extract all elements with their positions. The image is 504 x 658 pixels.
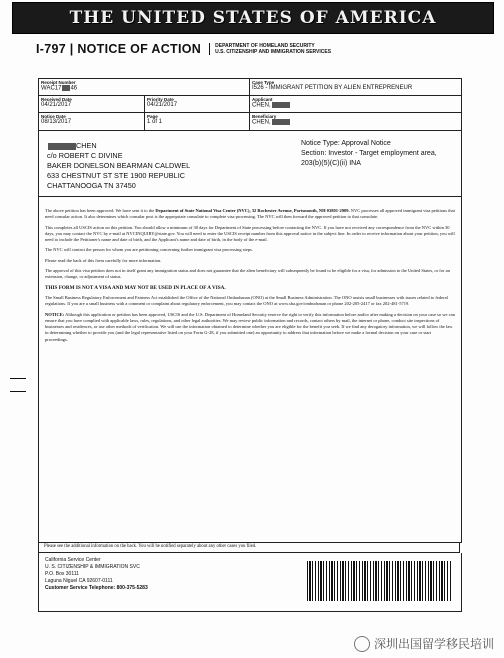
- page-value: 1 of 1: [147, 119, 163, 125]
- service-agency: U. S. CITIZENSHIP & IMMIGRATION SVC: [45, 564, 140, 570]
- service-center-address: [45, 557, 148, 592]
- priority-value: 04/21/2017: [147, 102, 178, 108]
- paragraph-8: NOTICE: Although this application or petition has been approved, USCIS and the U.S. Department of Homeland Security reserve the right to verify this information before and/or after making a decision on your case so we can ensure that you have complied with applicable laws, rules, regulations, and other legal authorities. We may review public information and records, contact others by mail, the internet or phone, conduct site inspections of businesses and residences, or use other methods of verification. We will use the information obtained to determine whether you are eligible for the benefit you seek. If we find any derogatory information, we will follow the law in determining whether to provide you (and the legal representative listed on your Form G-28, if you submitted one) an opportunity to address that information before we make a formal decision on your case or start proceedings.: [45, 311, 455, 342]
- notice-date-label: Notice Date: [41, 114, 66, 119]
- receipt-cell: [39, 79, 250, 96]
- address-line-4: 633 CHESTNUT ST STE 1900 REPUBLIC: [47, 171, 186, 180]
- footer-section: [38, 553, 462, 612]
- paragraph-1: The above petition has been approved. We have sent it to the Department of State National Visa Center (NVC), 32 Rochester Avenue, Portsmouth, NH 03801-2909. NVC processes all approved immigrant visa petitions that need consular action. It also determines which consular post is the appropriate consulate to complete visa processing. The NVC will then forward the approved petition to that consulate.: [45, 208, 455, 220]
- paragraph-7: The Small Business Regulatory Enforcement and Fairness Act established the Office of the National Ombudsman (ONO) at the Small Business Administration. The ONO assists small businesses with issues related to federal regulations. If you are a small business with a comment or complaint about regulatory enforcement, you may contact the ONO at www.sba.gov/ombudsman or phone 202-205-2417 or fax 202-481-5719.: [45, 294, 448, 307]
- beneficiary-label: Beneficiary: [252, 114, 277, 119]
- paragraph-5: The approval of this visa petition does not in itself grant any immigration status and does not guarantee that the alien beneficiary will subsequently be found to be eligible for a visa, for admission to the United States, or for an extension, change, or adjustment of status.: [45, 268, 450, 280]
- case-type-cell: [250, 79, 461, 96]
- priority-label: Priority Date: [147, 97, 174, 102]
- page-label: Page: [147, 114, 158, 119]
- received-cell: [39, 96, 145, 113]
- header-banner: [12, 2, 494, 34]
- notice-type: Notice Type: Approval Notice: [301, 140, 391, 147]
- notice-body: [38, 196, 462, 543]
- beneficiary-cell: [250, 113, 461, 130]
- case-info-table: [38, 78, 462, 131]
- notice-section-1: Section: Investor - Target employment area,: [301, 150, 437, 157]
- redaction: [272, 102, 290, 108]
- mailing-address: [47, 141, 190, 191]
- margin-mark: [10, 391, 26, 392]
- notice-type-block: [301, 139, 437, 169]
- notice-date-value: 08/13/2017: [41, 119, 72, 125]
- wechat-icon: [354, 636, 370, 652]
- receipt-label: Receipt Number: [41, 80, 76, 85]
- case-type-label: Case Type: [252, 80, 275, 85]
- service-box: P.O. Box 30111: [45, 571, 79, 577]
- address-line-5: CHATTANOOGA TN 37450: [47, 181, 136, 190]
- receipt-prefix: WAC17: [41, 85, 62, 92]
- form-title: I-797 | NOTICE OF ACTION: [36, 42, 202, 56]
- footer-note: Please see the additional information on the back. You will be notified separately about any other cases you filed.: [38, 542, 460, 553]
- department-block: [209, 43, 331, 55]
- barcode: [307, 561, 452, 601]
- department-line-2: U.S. CITIZENSHIP AND IMMIGRATION SERVICES: [215, 49, 332, 55]
- notice-section-2: 203(b)(5)(C)(ii) INA: [301, 160, 361, 167]
- received-value: 04/21/2017: [41, 102, 72, 108]
- notice-date-cell: [39, 113, 145, 130]
- watermark-text: 深圳出国留学移民培训: [373, 637, 494, 651]
- watermark: [354, 635, 494, 652]
- page-cell: [145, 113, 250, 130]
- paragraph-2: This completes all USCIS action on this petition. You should allow a minimum of 30 days for Department of State processing before contacting the NVC. If you have not received any correspondence from the NVC within 30 days, you may contact the NVC by e-mail at NVCINQUIRY@state.gov. You will need to enter the USCIS receipt number from this approval notice in the subject line. In order to receive information about your petition, you will need to include the Petitioner's name and date of birth, and the Applicant's name and date of birth, in the body of the e-mail.: [45, 224, 455, 243]
- paragraph-4: Please read the back of this form carefully for more information.: [45, 257, 162, 263]
- customer-service-phone: Customer Service Telephone: 800-375-5283: [45, 585, 148, 591]
- form-header: [36, 40, 456, 58]
- paragraph-3: The NVC will contact the person for whom you are petitioning concerning further immigrant visa processing steps.: [45, 247, 253, 253]
- received-label: Received Date: [41, 97, 72, 102]
- margin-mark: [10, 378, 26, 379]
- address-section: [38, 129, 462, 197]
- address-line-1: CHEN: [76, 141, 97, 150]
- address-line-3: BAKER DONELSON BEARMAN CALDWEL: [47, 161, 191, 170]
- body-text: [45, 208, 455, 347]
- redaction: [48, 143, 76, 150]
- service-city: Laguna Niguel CA 92607-0111: [45, 578, 113, 584]
- receipt-suffix: 46: [70, 85, 78, 92]
- banner-title: THE UNITED STATES OF AMERICA: [69, 8, 437, 28]
- beneficiary-value: CHEN,: [252, 119, 271, 126]
- address-line-2: c/o ROBERT C DIVINE: [47, 151, 123, 160]
- paragraph-6: THIS FORM IS NOT A VISA AND MAY NOT BE USED IN PLACE OF A VISA.: [45, 284, 226, 291]
- service-center: California Service Center: [45, 557, 101, 563]
- applicant-cell: [250, 96, 461, 113]
- applicant-value: CHEN,: [252, 102, 271, 109]
- priority-cell: [145, 96, 250, 113]
- applicant-label: Applicant: [252, 97, 273, 102]
- department-line-1: DEPARTMENT OF HOMELAND SECURITY: [215, 43, 315, 49]
- redaction: [272, 119, 290, 125]
- case-type-value: I526 - IMMIGRANT PETITION BY ALIEN ENTREPRENEUR: [252, 85, 413, 91]
